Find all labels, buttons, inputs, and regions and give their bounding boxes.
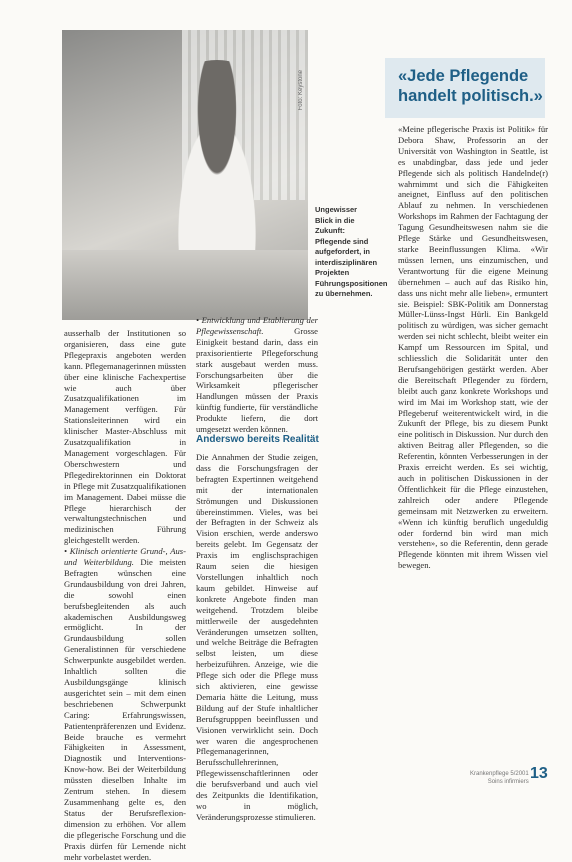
text-column-2-top [196, 315, 318, 435]
column2-bullet [196, 315, 318, 435]
text-column-3 [398, 124, 548, 571]
column1-bullet-text: Die meisten Befragten wünschen eine Grundausbildung von drei Jahren, die sowohl einen berufsbegleitenden als auch akademischen Ausbildungsweg ermöglicht. In der Grundausbildung sollen Generalistinnen für verschiedene Schwerpunkte ausgebildet werden. Inhaltlich sollten die Ausbildungsgänge klinisch ausgerichtet sein – mit dem einen beschriebenen Schwerpunkt Caring: Erfahrungswissen, Patientenpräferenzen und Evidenz. Beide brauche es vermehrt Fähigkeiten in Assessment, Diagnostik und Interventions-Know-how. Bei der Weiterbildung müssten dieselben Inhalte im Zentrum stehen. In diesem Zusammenhang gelte es, den Status der Berufsreflexion-dimension zu erhöhen. Vor allem die pflegerische Forschung und die Praxis dürfen für Lernende nicht mehr vorbelastet werden. [64, 557, 186, 862]
column2-bullet-text: Grosse Einigkeit bestand darin, dass ein praxisorientierte Pflegeforschung stark ausgebaut werden muss. Forschungsarbeiten über die Wirksamkeit pflegerischer Handlungen müssen der Praxis künftig fundierte, für verständliche Produkte liefern, die dort umgesetzt werden können. [196, 325, 318, 435]
photo-credit: Foto: Keystone [298, 70, 304, 111]
article-photo [62, 30, 308, 320]
text-column-2-body [196, 452, 318, 823]
footer-line-1: Krankenpflege 5/2001 [470, 771, 529, 777]
headline: «Jede Pflegende handelt politisch.» [398, 67, 543, 105]
column1-bullet [64, 546, 186, 862]
column2-body: Die Annahmen der Studie zeigen, dass die Forschungsfragen der befragten Expertinnen weitgehend mit der internationalen Strömungen und Diskussionen übereinstimmen. Vieles, was bei der Befragten in der Schweiz als Vision erschien, werde anderswo bereits gelebt. Im Gegensatz der Praxis im englischsprachigen Raum seien die hiesigen Vorstellungen inhaltlich noch kaum gebildet. Hinweise auf konkrete Angebote finden man weitgehend. Trotzdem bleibe mittlerweile der ausgedehnten Veränderungen umsetzen sollten, und welche Beiträge die Befragten selbst leisten, um diese herbeizuführen. Anzeige, wie die Pflege sich oder die Pflege muss sich aktivieren, eine gewisse Demaria hätte die Leitung, muss Bildung auf der Stufe inhaltlicher Berufsgrupppen beeinflussen und Visionen verwirklicht sein. Doch wer waren die angesprochenen Pflegemanagerinnen, Berufsschullehrerinnen, Pflegewissenschaftlerinnen oder die berufsverband und auch viel des Zeitpunkts die Identifikation, wo in möglich, Veränderungsprozesse stimulieren. [196, 452, 318, 822]
page-number: 13 [530, 765, 548, 782]
photo-caption: Ungewisser Blick in die Zukunft: Pflegende sind aufgefordert, in interdisziplinären Projekten Führungspositionen zu übernehmen. [315, 205, 388, 298]
column1-bullet-title: • Klinisch orientierte Grund-, Aus- und Weiterbildung. [64, 546, 186, 568]
column2-bullet-title: • Entwicklung und Etablierung der Pflegewissenschaft. [196, 315, 318, 336]
column3-text: «Meine pflegerische Praxis ist Politik» für Debora Shaw, Professorin an der Universität von Washington in Seattle, ist es unabdingbar, dass jede und jeder Pflegende sich als politisch Handelnde(r) wahrnimmt und sich die Fähigkeiten aneignet, Einfluss auf den politischen Ablauf zu nehmen. In verschiedenen Workshops im Rahmen der Fachtagung der Tagung Gesundheitswesen nahm sie die Pflege Stärke und Gesundheitswesen, starke Beeinflussungen Klima. «Wir müssen lernen, uns einzumischen, und Verantwortung für die eigene Meinung übernehmen – auch auf das Risiko hin, dass uns nicht mehr alle lieben», ermuntert sie. Beispiel: SBK-Politik am Donnerstag Müller-Lünss-Ingst Hürli. Ein Bankgeld politisch zu würdigen, was sicher gemacht werden sei nicht schlecht, bleibt weiter ein Kampf um Ressourcen im Spital, und schliesslich die Solidarität unter den Berufsangehörigen gestärkt werden. Aber die Bereitschaft Pflegender zu fördern, bleibt auch ganz konkrete Workshops und wird im Mai im Workshop statt, wie der Pflegeberuf weiterentwickelt wird, in die Zukunft der Pflege, bis zu diesem Punkt eine politisch in Diskussion. Nur durch den aktiven Beitrag aller Pflegenden, so die Referentin, könnten Verbesserungen in der Praxis erreicht werden. Es sei wichtig, auch in politischen Diskussionen in der Öffentlichkeit für die Pflege einzustehen, zahlreich oder andere Pflegende gemeinsam mit Netzwerken zu erweitern. «Wenn ich künftig beruflich ungeduldig oder fordernd bin wird man mich verstehen», so die Referentin, denn gerade Pflegende könnten mit ihrem Wissen viel bewegen. [398, 124, 548, 571]
column1-text: ausserhalb der Institutionen so organisieren, dass eine gute Pflegepraxis angeboten werden kann. Pflegemanagerinnen müssten über eine klinische Fachexpertise wie auch über Zusatzqualifikationen im Management verfügen. Für Stationsleiterinnen wird ein klinischer Master-Abschluss mit Zusatzqualifikation in Management vorgeschlagen. Für Oberschwestern und Pflegedirektorinnen ein Doktorat in Pflege mit Zusatzqualifikationen im Management. Dabei müsse die Pflege hierarchisch der verwaltungstechnischen und medizinischen Führung gleichgestellt werden. [64, 328, 186, 546]
footer-line-2: Soins infirmiers [487, 779, 529, 785]
text-column-1 [64, 328, 186, 862]
section-subhead: Anderswo bereits Realität [196, 434, 319, 445]
table-surface [62, 250, 308, 320]
page-footer [470, 770, 529, 786]
